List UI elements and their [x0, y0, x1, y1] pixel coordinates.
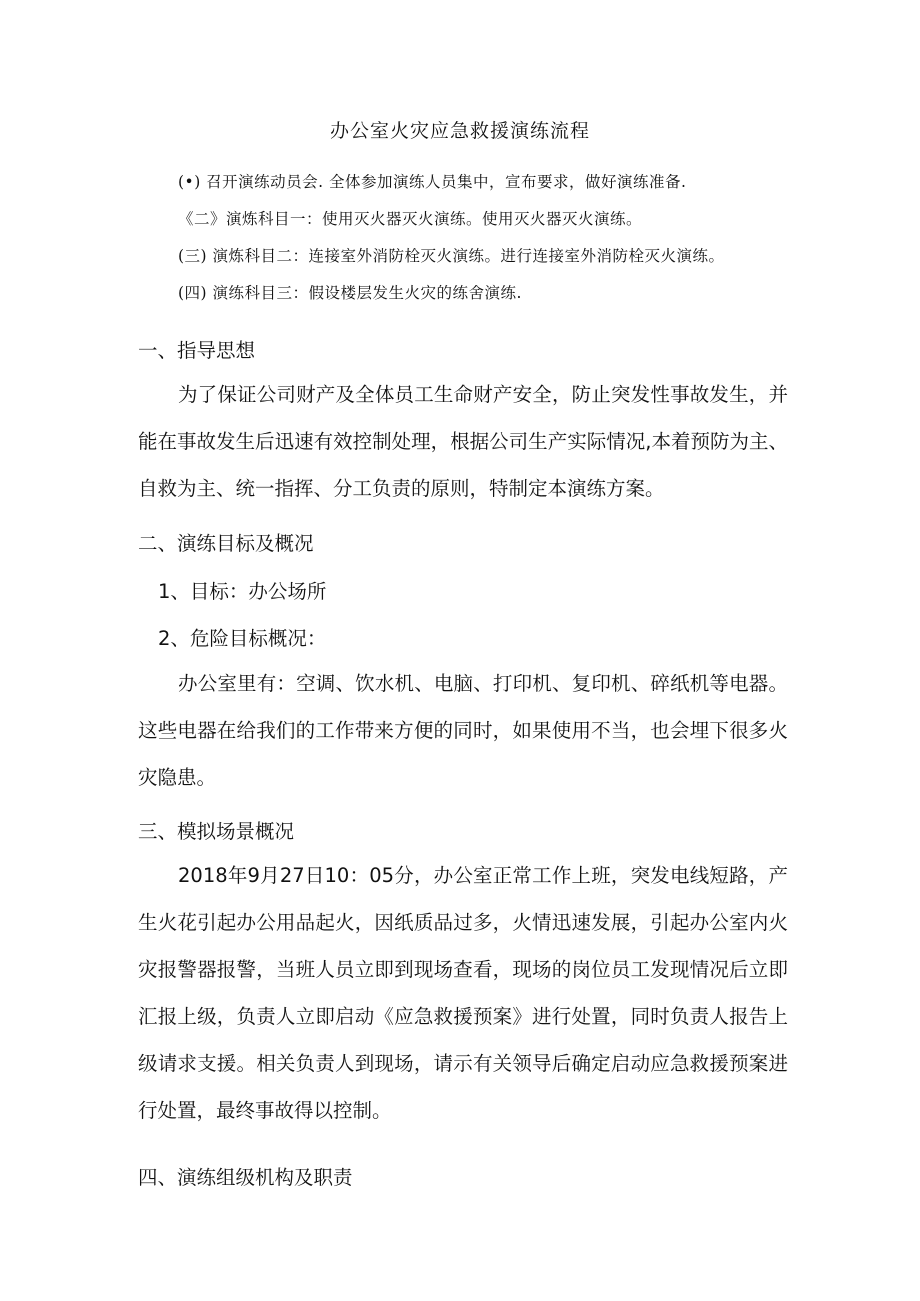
- section-3-paragraph: 2018年9月27日10：05分，办公室正常工作上班，突发电线短路，产生火花引起办公用品起火，因纸质品过多，火情迅速发展，引起办公室内火灾报警器报警，当班人员立即到现场查看，现场的岗位员工发现情况后立即汇报上级，负责人立即启动《应急救援预案》进行处置，同时负责人报告上级请求支援。相关负责人到现场，请示有关领导后确定启动应急救援预案进行处置，最终事故得以控制。: [138, 864, 788, 1122]
- section-4-heading: 四、演练组级机构及职责: [138, 1166, 353, 1189]
- step-4: (四) 演练科目三：假设楼层发生火灾的练舍演练.: [178, 284, 522, 302]
- step-3: (三) 演炼科目二：连接室外消防栓灭火演练。进行连接室外消防栓灭火演练。: [178, 247, 725, 265]
- section-2-paragraph: 办公室里有：空调、饮水机、电脑、打印机、复印机、碎纸机等电器。这些电器在给我们的工作带来方便的同时，如果使用不当，也会埋下很多火灾隐患。: [138, 672, 788, 789]
- section-1-heading: 一、指导思想: [138, 339, 256, 362]
- section-2-item-2: 2、危险目标概况：: [158, 627, 327, 650]
- section-2-item-1: 1、目标：办公场所: [158, 580, 327, 603]
- document-title: 办公室火灾应急救援演练流程: [329, 120, 590, 142]
- step-1: (•) 召开演练动员会. 全体参加演练人员集中，宣布要求，做好演练准备.: [178, 173, 687, 191]
- section-2-heading: 二、演练目标及概况: [138, 532, 314, 555]
- section-3-heading: 三、模拟场景概况: [138, 820, 295, 843]
- step-2: 《二》演炼科目一：使用灭火器灭火演练。使用灭火器灭火演练。: [178, 210, 643, 228]
- section-1-paragraph: 为了保证公司财产及全体员工生命财产安全，防止突发性事故发生，并能在事故发生后迅速有效控制处理，根据公司生产实际情况,本着预防为主、自救为主、统一指挥、分工负责的原则，特制定本演练方案。: [138, 383, 788, 500]
